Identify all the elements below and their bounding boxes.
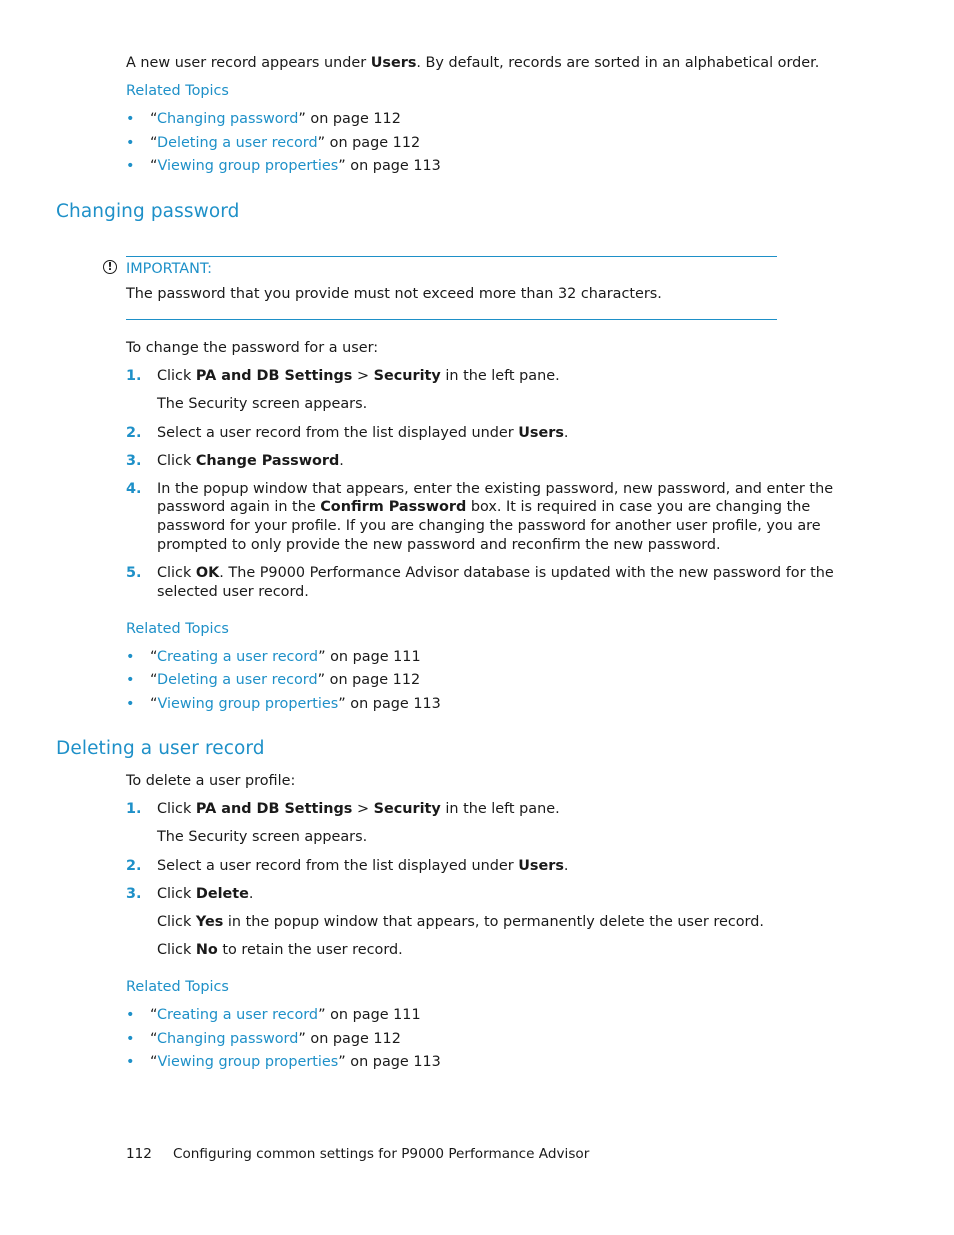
step-5: 5. Click OK. The P9000 Performance Advisor database is updated with the new password for the [126,565,834,581]
related-link[interactable]: Viewing group properties [157,1054,339,1070]
related-topics-heading: Related Topics [126,83,229,99]
bullet-icon: • [126,672,135,688]
related-link[interactable]: Deleting a user record [157,135,318,151]
bullet-icon: • [126,111,135,127]
step-2: 2. Select a user record from the list displayed under Users. [126,858,569,874]
list-item: • “Viewing group properties” on page 113 [126,696,441,712]
footer-title: Configuring common settings for P9000 Performance Advisor [173,1146,590,1162]
section-heading-changing-password: Changing password [56,201,240,222]
related-link[interactable]: Changing password [156,1031,299,1047]
list-item: • “Viewing group properties” on page 113 [126,1054,441,1070]
list-item: • “Viewing group properties” on page 113 [126,158,441,174]
related-link[interactable]: Viewing group properties [157,158,339,174]
step-1: 1. Click PA and DB Settings > Security in the left pane. [126,368,560,384]
step-3: 3. Click Delete. [126,886,254,902]
bullet-icon: • [126,158,135,174]
important-rule-bottom [126,319,777,320]
procedure-intro: To delete a user profile: [126,773,296,789]
step-3: 3. Click Change Password. [126,453,344,469]
step-2: 2. Select a user record from the list displayed under Users. [126,425,569,441]
related-topics-heading: Related Topics [126,621,229,637]
step-1-note: The Security screen appears. [157,829,368,845]
list-item: • “Creating a user record” on page 111 [126,649,421,665]
step-5-line-2: selected user record. [157,584,309,600]
list-item: • “Changing password” on page 112 [126,111,401,127]
related-link[interactable]: Changing password [156,111,299,127]
footer-page-number: 112 [126,1146,152,1162]
bullet-icon: • [126,649,135,665]
important-text: The password that you provide must not exceed more than 32 characters. [126,286,662,302]
step-4-line-3: password for your profile. If you are changing the password for another user profile, you are [157,518,821,534]
exclamation-circle-icon: ! [103,260,117,274]
step-3-note-yes: Click Yes in the popup window that appears, to permanently delete the user record. [157,914,764,930]
step-4-line-2: password again in the Confirm Password box. It is required in case you are changing the [157,499,811,515]
step-4-line-4: prompted to only provide the new password and reconfirm the new password. [157,537,721,553]
step-4: 4. In the popup window that appears, enter the existing password, new password, and enter the [126,481,834,497]
list-item: • “Creating a user record” on page 111 [126,1007,421,1023]
list-item: • “Deleting a user record” on page 112 [126,672,421,688]
important-label: IMPORTANT: [126,261,212,277]
step-1-note: The Security screen appears. [157,396,368,412]
intro-bold: Users [370,55,417,71]
section-heading-deleting-user-record: Deleting a user record [56,738,265,759]
related-link[interactable]: Creating a user record [156,649,319,665]
procedure-intro: To change the password for a user: [126,340,379,356]
important-rule-top [126,256,777,257]
step-1: 1. Click PA and DB Settings > Security in the left pane. [126,801,560,817]
intro-paragraph [126,54,819,73]
bullet-icon: • [126,1054,135,1070]
list-item: • “Deleting a user record” on page 112 [126,135,421,151]
bullet-icon: • [126,696,135,712]
step-3-note-no: Click No to retain the user record. [157,942,403,958]
list-item: • “Changing password” on page 112 [126,1031,401,1047]
intro-text: A new user record appears under [126,55,371,71]
related-link[interactable]: Creating a user record [156,1007,319,1023]
related-topics-heading: Related Topics [126,979,229,995]
bullet-icon: • [126,135,135,151]
related-link[interactable]: Viewing group properties [157,696,339,712]
bullet-icon: • [126,1031,135,1047]
intro-text-end: . By default, records are sorted in an alphabetical order. [416,55,820,71]
related-link[interactable]: Deleting a user record [157,672,318,688]
bullet-icon: • [126,1007,135,1023]
